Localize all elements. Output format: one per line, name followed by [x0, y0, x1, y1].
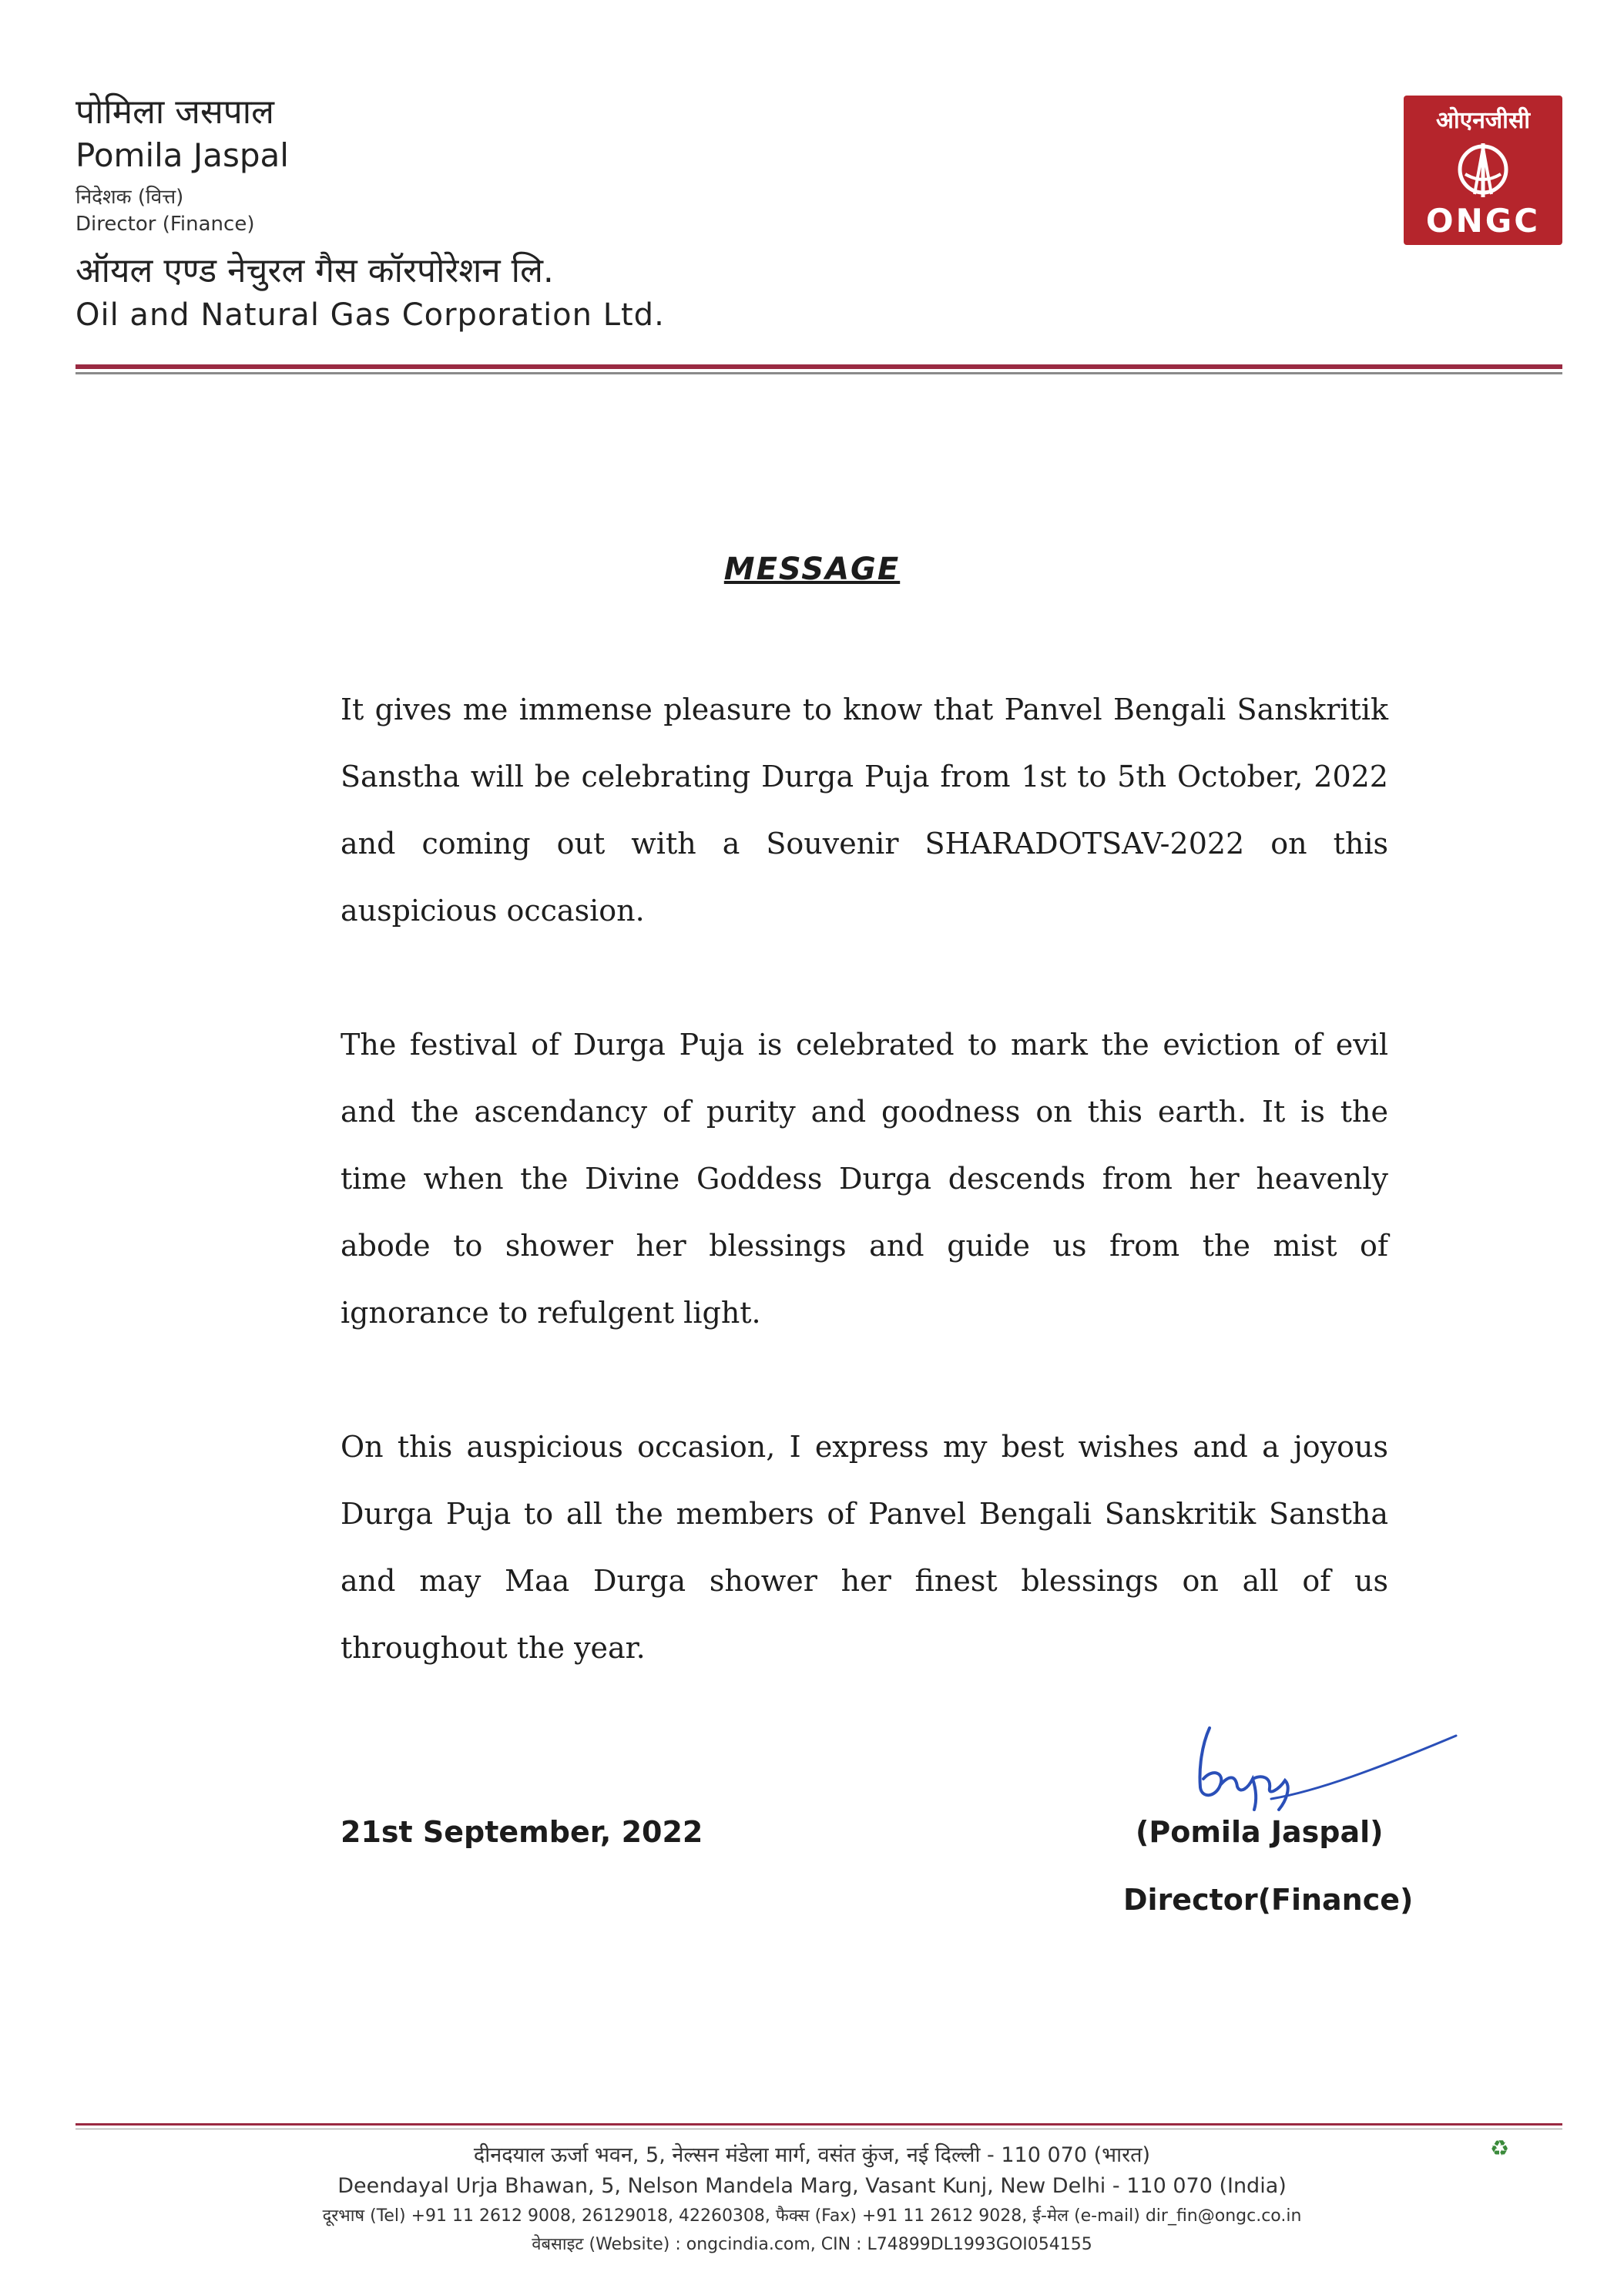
signatory-name: (Pomila Jaspal): [1136, 1815, 1384, 1849]
organization-name-hindi: ऑयल एण्ड नेचुरल गैस कॉरपोरेशन लि.: [75, 251, 554, 290]
message-paragraph-1: It gives me immense pleasure to know that Panvel Bengali Sanskritik Sanstha will be celebrating Durga Puja from 1st to 5th October, 2022 and coming out with a Souvenir SHARADOTSAV-2022 on this auspicious occasion.: [341, 693, 1388, 928]
sender-name-hindi: पोमिला जसपाल: [75, 92, 274, 132]
footer-address-english: Deendayal Urja Bhawan, 5, Nelson Mandela Marg, Vasant Kunj, New Delhi - 110 070 (India): [337, 2174, 1287, 2198]
footer-address: [0, 2140, 1624, 2259]
footer-address-hindi: दीनदयाल ऊर्जा भवन, 5, नेल्सन मंडेला मार्ग, वसंत कुंज, नई दिल्ली - 110 070 (भारत): [473, 2143, 1151, 2167]
ongc-logo: [1404, 96, 1562, 245]
footer-divider: [75, 2123, 1562, 2126]
message-paragraph-3: On this auspicious occasion, I express my best wishes and a joyous Durga Puja to all the members of Panvel Bengali Sanskritik Sanstha and may Maa Durga shower her finest blessings on all of us throughout the year.: [341, 1430, 1388, 1665]
sender-designation-hindi: निदेशक (वित्त): [75, 186, 184, 209]
letterhead-sender: [75, 91, 769, 336]
logo-hindi-text: ओएनजीसी: [1435, 107, 1530, 134]
sender-designation-english: Director (Finance): [75, 213, 255, 236]
logo-english-text: ONGC: [1425, 202, 1541, 240]
message-title: MESSAGE: [723, 552, 901, 587]
header-divider: [75, 364, 1562, 369]
signatory-designation: Director(Finance): [1123, 1883, 1414, 1917]
message-body: [341, 676, 1388, 1682]
sender-name-english: Pomila Jaspal: [75, 136, 289, 174]
footer-website: वेबसाइट (Website) : ongcindia.com, CIN : L74899DL1993GOI054155: [532, 2235, 1092, 2254]
footer-contact: दूरभाष (Tel) +91 11 2612 9008, 26129018, 42260308, फैक्स (Fax) +91 11 2612 9028, ई-मेल (e-mail) dir_fin@ongc.co.in: [322, 2206, 1302, 2226]
handwritten-signature: [1156, 1714, 1464, 1822]
organization-name-english: Oil and Natural Gas Corporation Ltd.: [75, 297, 665, 333]
message-paragraph-2: The festival of Durga Puja is celebrated to mark the eviction of evil and the ascendancy of purity and goodness on this earth. It is the time when the Divine Goddess Durga descends from her heavenly abode to shower her blessings and guide us from the mist of ignorance to refulgent light.: [341, 1028, 1388, 1330]
logo-emblem-icon: [1451, 140, 1515, 199]
recycle-icon: ♻: [1490, 2136, 1510, 2161]
header-divider-thin: [75, 372, 1562, 374]
letter-date: 21st September, 2022: [341, 1815, 703, 1849]
